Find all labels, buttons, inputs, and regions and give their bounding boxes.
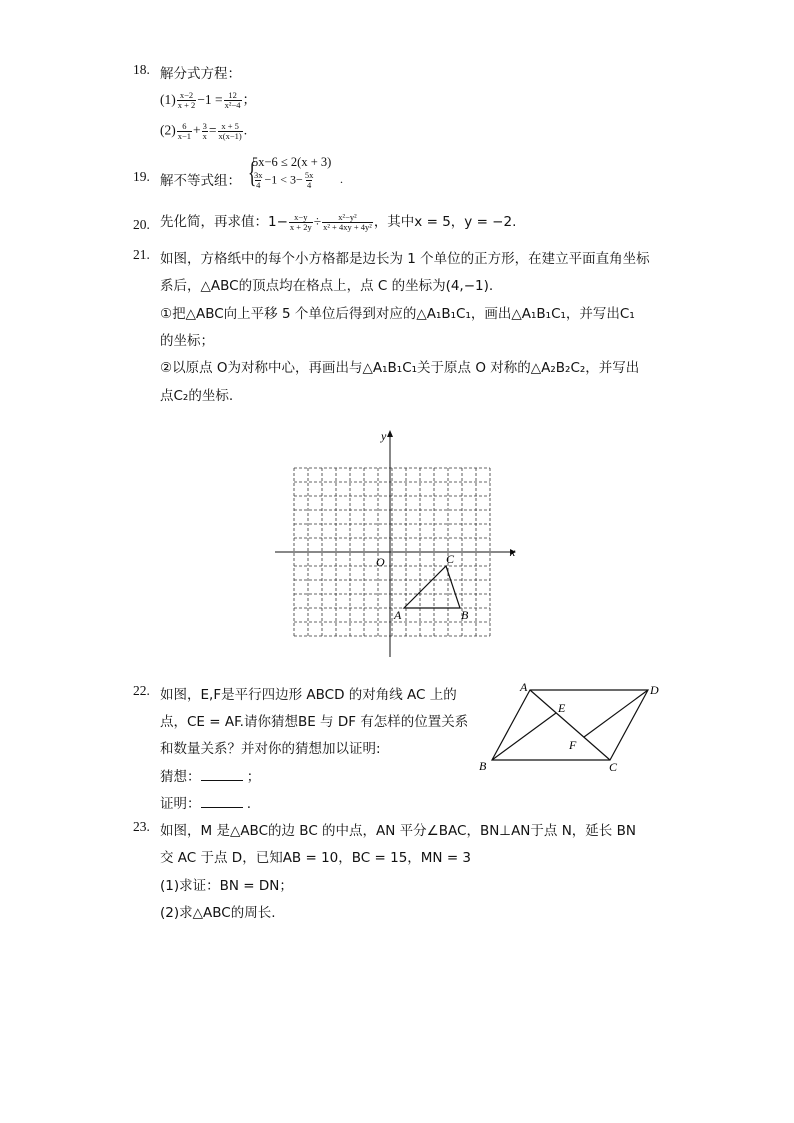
coordinate-grid-figure bbox=[270, 425, 530, 665]
q23-line4: (2)求△ABC的周长. bbox=[160, 905, 276, 921]
y-axis-arrow-icon bbox=[387, 430, 393, 437]
guess-answer-blank[interactable] bbox=[201, 768, 243, 781]
q22-line3: 和数量关系？并对你的猜想加以证明: bbox=[160, 741, 381, 757]
q23-line3: (1)求证：BN = DN； bbox=[160, 878, 293, 894]
fig-label-b: B bbox=[479, 759, 487, 773]
q18-number: 18. bbox=[133, 62, 150, 77]
q23-line2: 交 AC 于点 D，已知AB = 10，BC = 15，MN = 3 bbox=[160, 850, 472, 866]
q22-line1: 如图，E,F是平行四边形 ABCD 的对角线 AC 上的 bbox=[160, 687, 457, 703]
q19-number: 19. bbox=[133, 169, 150, 184]
triangle-abc bbox=[404, 566, 460, 608]
fig-label-e: E bbox=[558, 701, 566, 715]
label-y: y bbox=[381, 429, 387, 443]
q19-inequality-2: $\frac{3x}{4}$ −1 < 3− $\frac{5x}{4}$ bbox=[254, 170, 314, 190]
q22-proof: 证明： . bbox=[160, 796, 252, 812]
q18-equation-1: (1) $\frac{x-2}{x + 2}$ −1 = $\frac{12}{\text{x²−4}}$ ； bbox=[160, 90, 256, 111]
q18-equation-2: (2) $\frac{6}{x-1}$ + $\frac{3}{x}$ = $\frac{x + 5}{x(x-1)}$ . bbox=[160, 121, 248, 141]
fig-label-d: D bbox=[650, 683, 659, 697]
q21-line4: 的坐标； bbox=[160, 333, 214, 349]
segment-be bbox=[492, 713, 556, 760]
q23-line1: 如图，M 是△ABC的边 BC 的中点，AN 平分∠BAC，BN⊥AN于点 N，延长 BN bbox=[160, 823, 636, 839]
q21-line3: ①把△ABC向上平移 5 个单位后得到对应的△A₁B₁C₁，画出△A₁B₁C₁，并写出C₁ bbox=[160, 306, 635, 322]
q21-line6: 点C₂的坐标. bbox=[160, 388, 234, 404]
parallelogram-figure bbox=[474, 676, 674, 776]
q23-number: 23. bbox=[133, 819, 150, 834]
q19-title: 解不等式组： bbox=[160, 173, 241, 189]
q19-inequality-1: 5x−6 ≤ 2(x + 3) bbox=[252, 155, 332, 169]
label-b: B bbox=[461, 608, 469, 622]
segment-df bbox=[584, 690, 648, 737]
q21-line1: 如图，方格纸中的每个小方格都是边长为 1 个单位的正方形，在建立平面直角坐标 bbox=[160, 251, 650, 267]
proof-answer-blank[interactable] bbox=[201, 795, 243, 808]
q20-number: 20. bbox=[133, 217, 150, 232]
q22-line2: 点，CE = AF.请你猜想BE 与 DF 有怎样的位置关系 bbox=[160, 714, 469, 730]
label-origin: O bbox=[376, 555, 385, 569]
fig-label-f: F bbox=[569, 738, 577, 752]
q19-end: . bbox=[340, 172, 343, 186]
q19-brace: { bbox=[247, 156, 257, 189]
fig-label-a: A bbox=[520, 680, 528, 694]
label-c: C bbox=[446, 552, 455, 566]
fig-label-c: C bbox=[609, 760, 618, 774]
q22-number: 22. bbox=[133, 683, 150, 698]
q21-line2: 系后，△ABC的顶点均在格点上，点 C 的坐标为(4,−1). bbox=[160, 278, 494, 294]
q21-number: 21. bbox=[133, 247, 150, 262]
q20-expression: 先化简，再求值：1− $\frac{x-y}{x + 2y}$ ÷ $\frac{\text{x²−y²}}{\text{x² + 4xy + 4y²}}$ ，其中x = 5，y = −2. bbox=[160, 211, 517, 232]
q21-line5: ②以原点 O为对称中心，再画出与△A₁B₁C₁关于原点 O 对称的△A₂B₂C₂，并写出 bbox=[160, 360, 640, 376]
q18-title: 解分式方程： bbox=[160, 66, 241, 82]
label-x: x bbox=[510, 545, 516, 559]
label-a: A bbox=[394, 608, 402, 622]
q22-guess: 猜想： ； bbox=[160, 769, 261, 785]
